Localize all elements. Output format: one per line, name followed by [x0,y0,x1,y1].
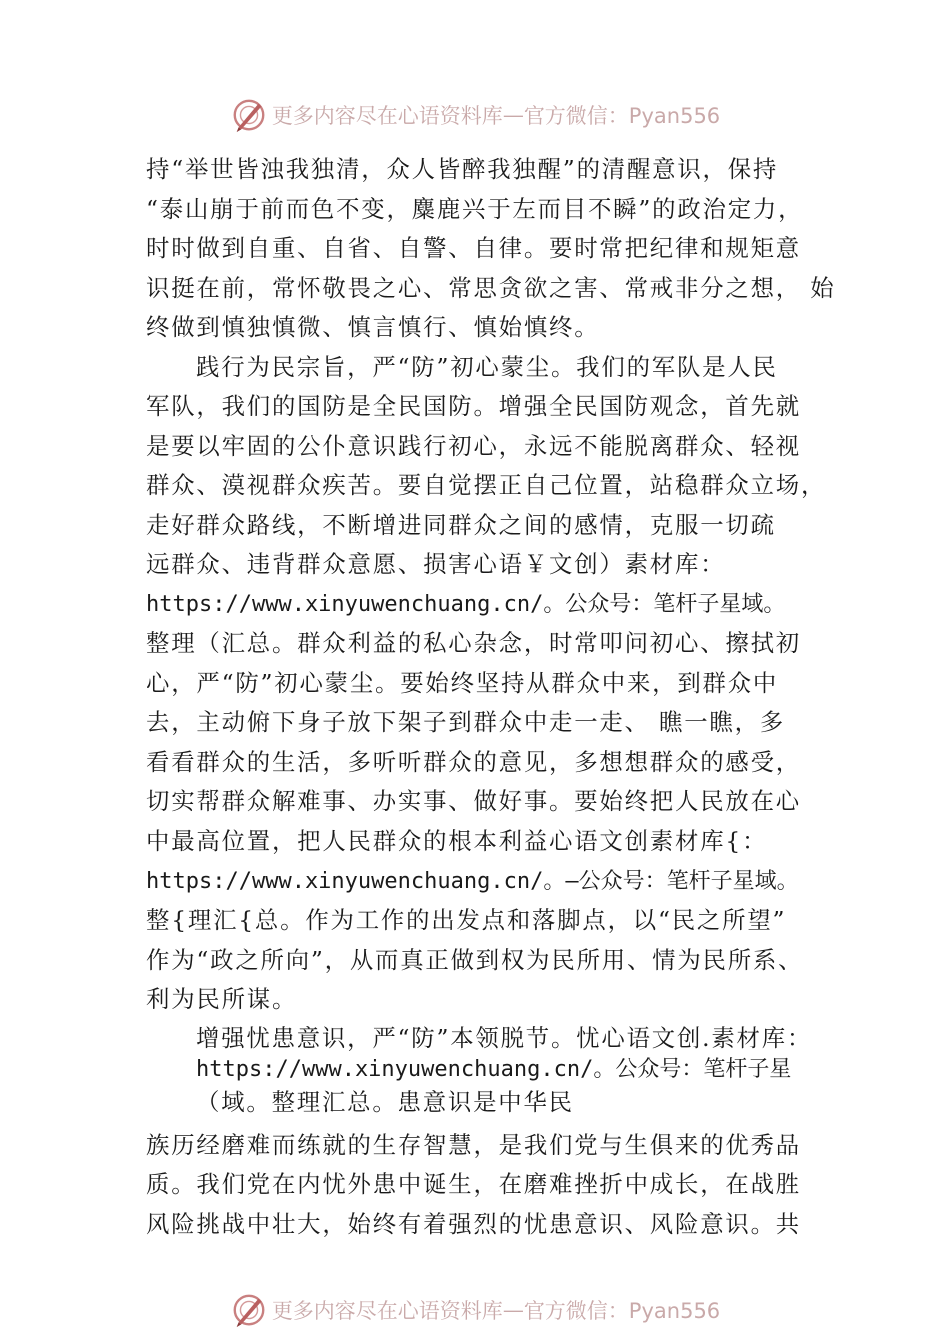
text-line-url: https://www.xinyuwenchuang.cn/。—公众号：笔杆子星域。 [146,869,799,894]
text-line: 识挺在前，常怀敬畏之心、常思贪欲之害、常戒非分之想， 始 [146,274,836,302]
watermark-separator: — [502,1298,524,1322]
footer-watermark-banner [0,1290,950,1330]
text-line: 风险挑战中壮大，始终有着强烈的忧患意识、风险意识。共 [146,1210,801,1238]
text-line: 作为“政之所向”，从而真正做到权为民所用、情为民所系、 [146,946,804,974]
text-line: “泰山崩于前而色不变，麋鹿兴于左而目不瞬”的政治定力， [146,195,804,223]
text-line: 切实帮群众解难事、办实事、做好事。要始终把人民放在心 [146,787,801,815]
text-line: 族历经磨难而练就的生存智慧，是我们党与生俱来的优秀品 [146,1131,801,1159]
text-line: 去，主动俯下身子放下架子到群众中走一走、 瞧一瞧，多 [146,708,785,736]
text-line-url: https://www.xinyuwenchuang.cn/。公众号：笔杆子星 [196,1057,792,1082]
text-line: 走好群众路线，不断增进同群众之间的感情，克服一切疏 [146,511,776,539]
text-line: （域。整理汇总。患意识是中华民 [196,1088,574,1116]
watermark-wechat: 官方微信：Pyan556 [523,1299,721,1323]
text-line: 整理（汇总。群众利益的私心杂念，时常叩问初心、擦拭初 [146,629,801,657]
text-line: 军队，我们的国防是全民国防。增强全民国防观念，首先就 [146,392,801,420]
text-line: 整{理汇{总。作为工作的出发点和落脚点，以“民之所望” [146,906,787,934]
text-line: 利为民所谋。 [146,985,298,1013]
text-line: 质。我们党在内忧外患中诞生，在磨难挫折中成长，在战胜 [146,1170,801,1198]
text-line: 是要以牢固的公仆意识践行初心，永远不能脱离群众、轻视 [146,432,801,460]
text-line: 看看群众的生活，多听听群众的意见，多想想群众的感受， [146,748,801,776]
text-line: 心，严“防”初心蒙尘。要始终坚持从群众中来，到群众中 [146,669,779,697]
text-line: 增强忧患意识，严“防”本领脱节。忧心语文创.素材库： [196,1024,813,1052]
watermark-text: 更多内容尽在心语资料库 [271,104,503,128]
text-line: 终做到慎独慎微、慎言慎行、慎始慎终。 [146,313,600,341]
text-line: 持“举世皆浊我独清，众人皆醉我独醒”的清醒意识，保持 [146,155,779,183]
watermark-text: 更多内容尽在心语资料库 [271,1299,503,1323]
watermark-separator: — [502,103,524,127]
watermark-wechat: 官方微信：Pyan556 [523,104,721,128]
text-line: 中最高位置，把人民群众的根本利益心语文创素材库{： [146,827,768,855]
pen-seal-logo-icon [230,96,268,134]
text-line: 践行为民宗旨，严“防”初心蒙尘。我们的军队是人民 [196,353,778,381]
text-line: 时时做到自重、自省、自警、自律。要时常把纪律和规矩意 [146,234,801,262]
pen-seal-logo-icon [230,1291,268,1329]
text-line: 群众、漠视群众疾苦。要自觉摆正自己位置，站稳群众立场， [146,471,827,499]
header-watermark-banner [0,95,950,135]
text-line: 远群众、违背群众意愿、损害心语￥文创）素材库： [146,550,726,578]
text-line-url: https://www.xinyuwenchuang.cn/。公众号：笔杆子星域。 [146,592,786,617]
